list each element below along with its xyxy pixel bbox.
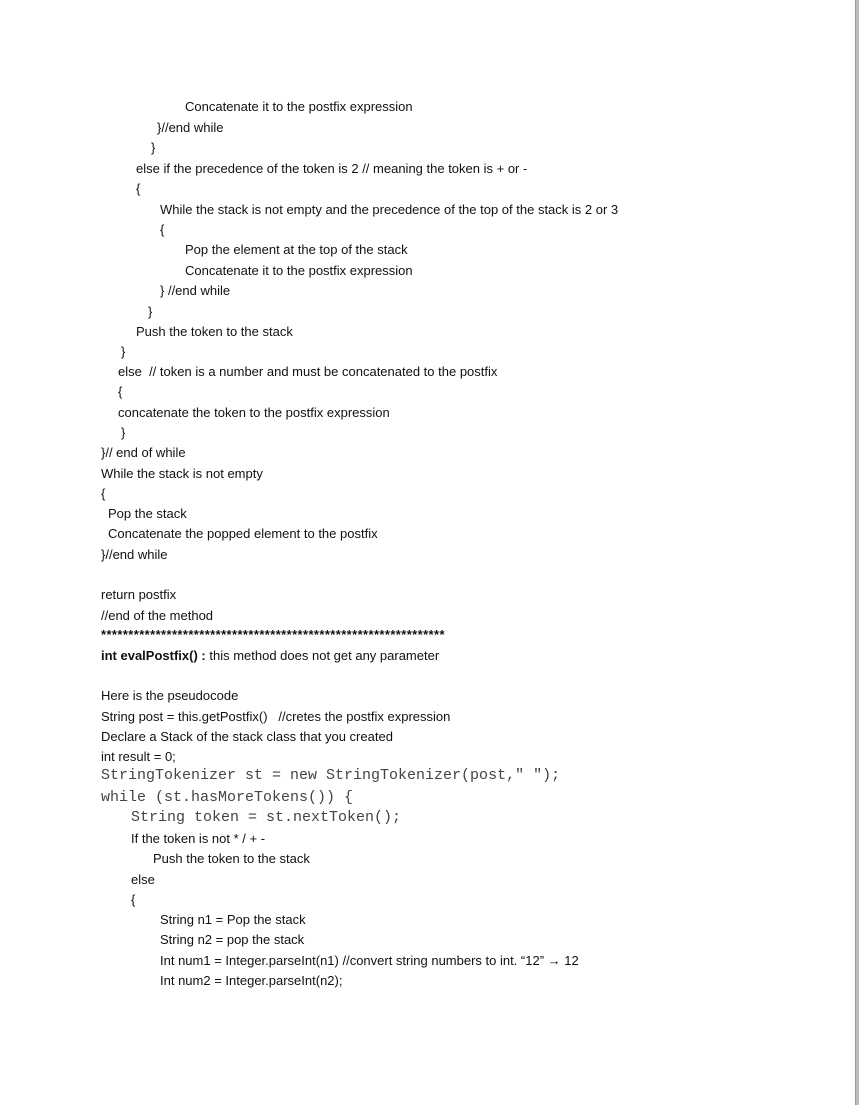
separator-stars: *************************************************************** <box>101 627 445 642</box>
text-line: } <box>151 140 156 155</box>
text-line: String n2 = pop the stack <box>160 932 305 947</box>
code-line: String token = st.nextToken(); <box>131 809 402 826</box>
text-line: Concatenate it to the postfix expression <box>185 263 413 278</box>
text-line: }//end while <box>101 547 168 562</box>
text-line: } <box>121 425 126 440</box>
text-line: } //end while <box>160 283 231 298</box>
text-line: Int num1 = Integer.parseInt(n1) //convert string numbers to int. “12” → 12 <box>160 953 579 968</box>
text-line: } <box>148 304 153 319</box>
code-line: while (st.hasMoreTokens()) { <box>101 789 354 806</box>
text-line: else <box>131 872 155 887</box>
text-line: }// end of while <box>101 445 186 460</box>
method-heading <box>101 648 439 664</box>
text-line: concatenate the token to the postfix expression <box>118 405 390 420</box>
text-line: { <box>160 222 165 237</box>
text-line: Push the token to the stack <box>136 324 293 339</box>
text-line: Declare a Stack of the stack class that you created <box>101 729 393 744</box>
text-line: }//end while <box>157 120 224 135</box>
text-line: Pop the element at the top of the stack <box>185 242 408 257</box>
text-line: Pop the stack <box>108 506 187 521</box>
text-line: else if the precedence of the token is 2 // meaning the token is + or - <box>136 161 528 176</box>
text-line: { <box>136 181 141 196</box>
code-line: StringTokenizer st = new StringTokenizer(post," "); <box>101 767 561 784</box>
text-line: Push the token to the stack <box>153 851 310 866</box>
text-line: Int num2 = Integer.parseInt(n2); <box>160 973 343 988</box>
method-signature: int evalPostfix() : <box>101 648 206 663</box>
text-line: { <box>118 384 123 399</box>
text-line: else // token is a number and must be concatenated to the postfix <box>118 364 498 379</box>
text-line: If the token is not * / + - <box>131 831 266 846</box>
method-description: this method does not get any parameter <box>205 648 440 663</box>
text-line: { <box>101 486 106 501</box>
text-line: int result = 0; <box>101 749 176 764</box>
text-line: Concatenate it to the postfix expression <box>185 99 413 114</box>
text-line: } <box>121 344 126 359</box>
text-line: String n1 = Pop the stack <box>160 912 306 927</box>
text-line: { <box>131 892 136 907</box>
text-line: While the stack is not empty and the precedence of the top of the stack is 2 or 3 <box>160 202 619 217</box>
text-line: Here is the pseudocode <box>101 688 239 703</box>
text-line: While the stack is not empty <box>101 466 263 481</box>
page-edge-divider <box>855 0 859 1105</box>
text-line: Concatenate the popped element to the postfix <box>108 526 378 541</box>
text-line: return postfix <box>101 587 177 602</box>
text-line: //end of the method <box>101 608 214 623</box>
text-line: String post = this.getPostfix() //cretes the postfix expression <box>101 709 451 724</box>
